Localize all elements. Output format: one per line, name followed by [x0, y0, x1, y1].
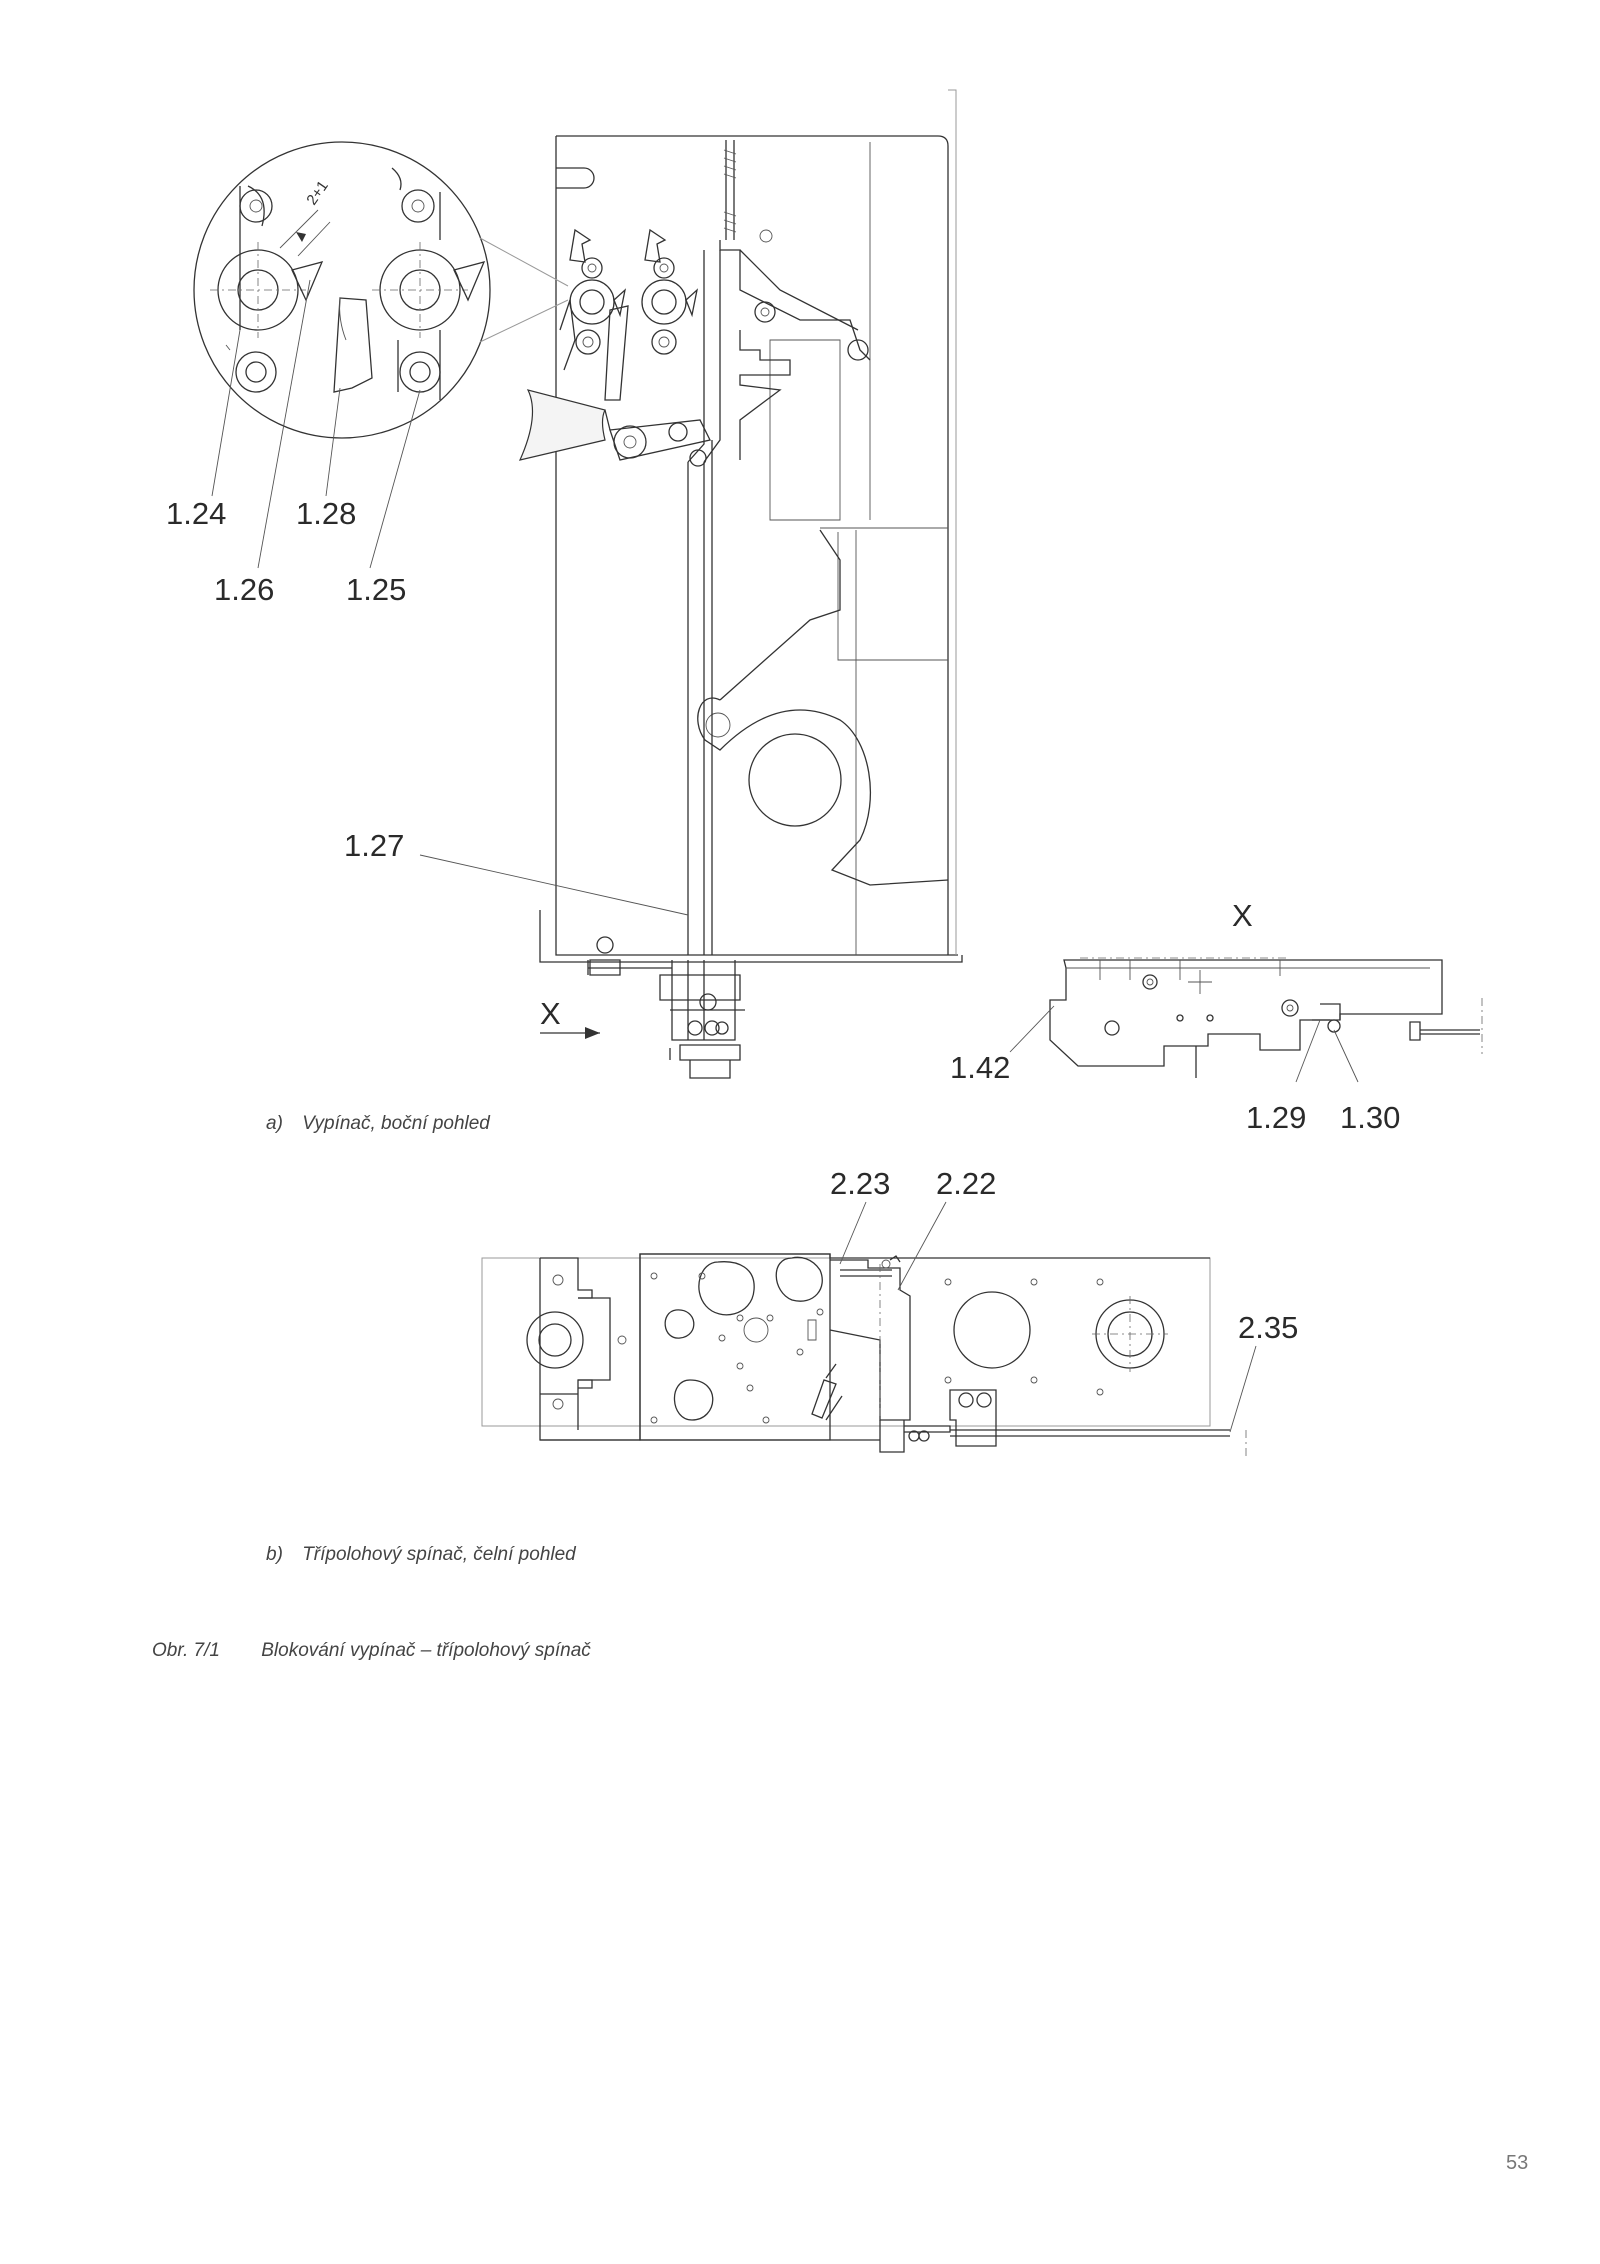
cam-assembly-right	[605, 230, 697, 400]
caption-b-text: Třípolohový spínač, čelní pohled	[302, 1544, 576, 1565]
label-2-23: 2.23	[830, 1166, 891, 1201]
figure-title: Blokování vypínač – třípolohový spínač	[261, 1640, 591, 1661]
x-view-detail	[1050, 958, 1482, 1078]
label-2-35: 2.35	[1238, 1310, 1299, 1345]
cam-assembly-left	[560, 230, 625, 370]
caption-b-letter: b)	[266, 1544, 283, 1565]
label-1-26: 1.26	[214, 572, 275, 607]
label-1-42: 1.42	[950, 1050, 1011, 1085]
label-2-22: 2.22	[936, 1166, 997, 1201]
figure-number: Obr. 7/1	[152, 1640, 220, 1661]
bottom-linkage	[588, 937, 745, 1078]
three-position-switch-front-view	[482, 1254, 1246, 1460]
label-1-30: 1.30	[1340, 1100, 1401, 1135]
caption-a-text: Vypínač, boční pohled	[302, 1113, 490, 1134]
label-1-25: 1.25	[346, 572, 407, 607]
label-1-29: 1.29	[1246, 1100, 1307, 1135]
label-1-24: 1.24	[166, 496, 227, 531]
leader-lines-b	[840, 1202, 1256, 1432]
detail-magnification	[194, 142, 568, 438]
label-x-view: X	[1232, 898, 1253, 933]
dimension-label: 2+1	[303, 177, 332, 209]
page-number: 53	[1506, 2152, 1529, 2174]
circuit-breaker-side-view	[520, 90, 962, 1078]
label-1-28: 1.28	[296, 496, 357, 531]
caption-b	[266, 1544, 576, 1566]
label-1-27: 1.27	[344, 828, 405, 863]
label-x-arrow: X	[540, 996, 561, 1031]
caption-a	[266, 1113, 490, 1135]
figure-caption	[152, 1640, 591, 1662]
caption-a-letter: a)	[266, 1113, 283, 1134]
